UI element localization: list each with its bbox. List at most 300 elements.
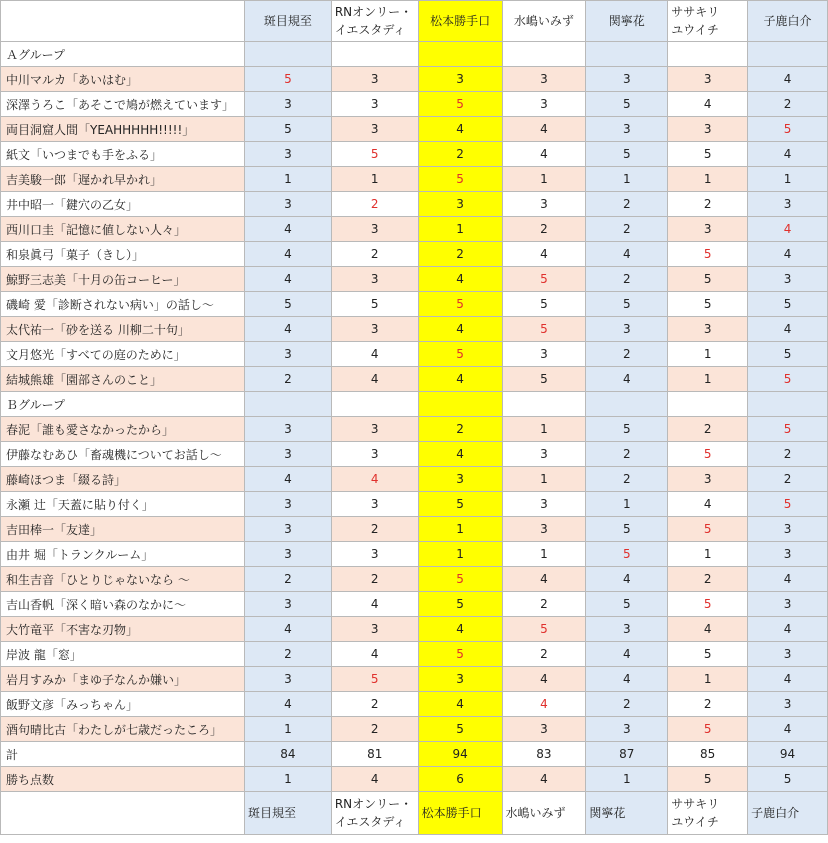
score-cell: 2: [331, 192, 418, 217]
score-cell: 3: [331, 542, 418, 567]
score-cell: 1: [502, 167, 586, 192]
work-row: [1, 592, 828, 617]
score-cell: 4: [418, 267, 502, 292]
score-cell: 3: [418, 192, 502, 217]
work-row: [1, 267, 828, 292]
score-cell: 1: [418, 217, 502, 242]
score-cell: 4: [668, 492, 748, 517]
score-cell: 2: [586, 442, 668, 467]
empty-cell: [586, 42, 668, 67]
score-cell: 3: [331, 217, 418, 242]
work-row: [1, 667, 828, 692]
score-cell: 2: [586, 217, 668, 242]
score-cell: 3: [331, 492, 418, 517]
score-cell: 4: [748, 317, 828, 342]
score-cell: 1: [502, 417, 586, 442]
judge-header: [748, 792, 828, 835]
score-cell: 3: [668, 217, 748, 242]
header-blank-cell: [1, 1, 245, 42]
work-title: 吉美駿一郎「遅かれ早かれ」: [1, 167, 245, 192]
score-cell: 5: [502, 267, 586, 292]
score-cell: 2: [586, 692, 668, 717]
work-title: 春泥「誰も愛さなかったから」: [1, 417, 245, 442]
score-cell: 5: [418, 92, 502, 117]
work-row: [1, 292, 828, 317]
work-title: 由井 堀「トランクルーム」: [1, 542, 245, 567]
empty-cell: [244, 42, 331, 67]
score-cell: 1: [668, 667, 748, 692]
score-cell: 3: [331, 267, 418, 292]
work-title: 鯨野三志美「十月の缶コーヒー」: [1, 267, 245, 292]
score-cell: 4: [331, 642, 418, 667]
score-cell: 5: [748, 417, 828, 442]
score-cell: 3: [331, 442, 418, 467]
score-cell: 2: [502, 592, 586, 617]
score-cell: 3: [244, 192, 331, 217]
judge-name-line: ユウイチ: [671, 815, 719, 829]
work-row: [1, 517, 828, 542]
score-cell: 3: [244, 142, 331, 167]
judge-name-line: ユウイチ: [671, 23, 719, 37]
score-cell: 3: [331, 67, 418, 92]
score-cell: 5: [668, 517, 748, 542]
score-cell: 3: [502, 717, 586, 742]
score-cell: 4: [586, 567, 668, 592]
score-cell: 3: [244, 517, 331, 542]
total-value: 87: [586, 742, 668, 767]
score-cell: 4: [586, 667, 668, 692]
score-cell: 5: [586, 517, 668, 542]
work-row: [1, 617, 828, 642]
score-cell: 2: [748, 442, 828, 467]
score-cell: 3: [331, 417, 418, 442]
score-cell: 5: [418, 717, 502, 742]
judge-name-line: 関寧花: [608, 14, 645, 28]
score-cell: 3: [668, 117, 748, 142]
work-title: 和生吉音「ひとりじゃないなら ～: [1, 567, 245, 592]
score-cell: 5: [418, 167, 502, 192]
score-cell: 3: [586, 717, 668, 742]
score-cell: 2: [502, 217, 586, 242]
score-cell: 5: [668, 642, 748, 667]
score-cell: 1: [668, 342, 748, 367]
work-row: [1, 217, 828, 242]
score-cell: 5: [244, 292, 331, 317]
judge-name-line: 子鹿白介: [763, 14, 812, 28]
score-cell: 3: [748, 542, 828, 567]
work-title: 両目洞窟人間「YEAHHHHH!!!!!」: [1, 117, 245, 142]
work-row: [1, 692, 828, 717]
score-cell: 4: [586, 242, 668, 267]
score-cell: 5: [586, 592, 668, 617]
empty-cell: [668, 42, 748, 67]
score-cell: 5: [748, 492, 828, 517]
score-cell: 5: [418, 567, 502, 592]
score-cell: 2: [244, 367, 331, 392]
score-cell: 3: [331, 92, 418, 117]
judge-name-line: 松本勝手口: [430, 14, 491, 28]
judge-name-line: イエスタディ: [334, 815, 406, 829]
work-row: [1, 142, 828, 167]
work-row: [1, 442, 828, 467]
score-cell: 4: [244, 217, 331, 242]
work-row: [1, 642, 828, 667]
work-row: [1, 492, 828, 517]
work-title: 大竹竜平「不害な刃物」: [1, 617, 245, 642]
score-cell: 4: [748, 242, 828, 267]
score-cell: 3: [331, 117, 418, 142]
score-cell: 1: [502, 542, 586, 567]
judge-header: [502, 1, 586, 42]
score-cell: 4: [331, 342, 418, 367]
score-cell: 2: [668, 192, 748, 217]
score-cell: 5: [331, 667, 418, 692]
score-cell: 5: [668, 442, 748, 467]
work-title: 中川マルカ「あいはむ」: [1, 67, 245, 92]
work-title: 岩月すみか「まゆ子なんか嫌い」: [1, 667, 245, 692]
score-cell: 1: [502, 467, 586, 492]
wins-row: [1, 767, 828, 792]
judge-header: [418, 1, 502, 42]
score-cell: 1: [586, 492, 668, 517]
score-cell: 3: [244, 542, 331, 567]
empty-cell: [668, 392, 748, 417]
total-value: 84: [244, 742, 331, 767]
score-cell: 4: [244, 467, 331, 492]
score-cell: 4: [748, 567, 828, 592]
score-cell: 2: [418, 242, 502, 267]
work-row: [1, 417, 828, 442]
score-cell: 3: [748, 192, 828, 217]
score-cell: 4: [331, 592, 418, 617]
score-cell: 5: [668, 242, 748, 267]
score-cell: 5: [586, 542, 668, 567]
score-cell: 1: [244, 167, 331, 192]
score-cell: 2: [668, 417, 748, 442]
score-cell: 2: [586, 467, 668, 492]
judge-header: [244, 1, 331, 42]
score-cell: 4: [418, 617, 502, 642]
judge-footer-row: [1, 792, 828, 835]
work-row: [1, 192, 828, 217]
score-cell: 4: [244, 267, 331, 292]
judge-name-line: 水嶋いみず: [513, 14, 574, 28]
work-title: 永瀬 辻「天蓋に貼り付く」: [1, 492, 245, 517]
work-title: 吉山香帆「深く暗い森のなかに～: [1, 592, 245, 617]
score-cell: 2: [668, 692, 748, 717]
score-cell: 4: [668, 92, 748, 117]
score-cell: 3: [748, 592, 828, 617]
judge-header: [668, 1, 748, 42]
group-label: Ｂグループ: [1, 392, 245, 417]
score-cell: 5: [502, 617, 586, 642]
score-cell: 4: [748, 67, 828, 92]
score-cell: 3: [244, 492, 331, 517]
work-row: [1, 242, 828, 267]
empty-cell: [748, 392, 828, 417]
work-title: 太代祐一「砂を送る 川柳二十句」: [1, 317, 245, 342]
work-title: 結城熊雄「園部さんのこと」: [1, 367, 245, 392]
wins-value: 1: [244, 767, 331, 792]
work-row: [1, 542, 828, 567]
score-cell: 2: [331, 517, 418, 542]
score-cell: 3: [244, 592, 331, 617]
score-cell: 1: [244, 717, 331, 742]
score-cell: 3: [502, 342, 586, 367]
score-cell: 3: [586, 117, 668, 142]
score-cell: 2: [586, 192, 668, 217]
score-cell: 2: [418, 142, 502, 167]
score-cell: 4: [418, 692, 502, 717]
work-row: [1, 467, 828, 492]
work-row: [1, 342, 828, 367]
work-title: 酒句晴比古「わたしが七歳だったころ」: [1, 717, 245, 742]
score-cell: 2: [668, 567, 748, 592]
score-cell: 3: [748, 517, 828, 542]
score-cell: 5: [668, 592, 748, 617]
score-cell: 1: [586, 167, 668, 192]
score-cell: 1: [748, 167, 828, 192]
total-value: 85: [668, 742, 748, 767]
score-cell: 3: [244, 92, 331, 117]
score-cell: 2: [331, 692, 418, 717]
judge-header: [502, 792, 586, 835]
empty-cell: [748, 42, 828, 67]
score-cell: 1: [668, 167, 748, 192]
score-cell: 4: [502, 242, 586, 267]
score-cell: 3: [244, 342, 331, 367]
score-cell: 1: [418, 517, 502, 542]
score-cell: 2: [331, 717, 418, 742]
score-cell: 3: [331, 317, 418, 342]
work-title: 伊藤なむあひ「畜魂機についてお話し～: [1, 442, 245, 467]
score-cell: 4: [502, 117, 586, 142]
score-cell: 5: [748, 367, 828, 392]
score-cell: 5: [586, 292, 668, 317]
group-label-row: [1, 42, 828, 67]
score-cell: 5: [668, 142, 748, 167]
score-cell: 3: [418, 667, 502, 692]
wins-value: 1: [586, 767, 668, 792]
total-row: [1, 742, 828, 767]
total-value: 94: [748, 742, 828, 767]
judge-name-line: 松本勝手口: [421, 806, 482, 820]
score-cell: 5: [748, 342, 828, 367]
score-cell: 3: [586, 317, 668, 342]
score-cell: 4: [331, 467, 418, 492]
score-cell: 4: [244, 317, 331, 342]
judge-name-line: RNオンリー・: [334, 797, 413, 811]
score-cell: 5: [244, 117, 331, 142]
score-cell: 4: [586, 642, 668, 667]
work-title: 磯崎 愛「診断されない病い」の話し～: [1, 292, 245, 317]
score-cell: 2: [502, 642, 586, 667]
score-cell: 3: [331, 617, 418, 642]
judge-name-line: 水嶋いみず: [505, 806, 566, 820]
work-title: 藤崎ほつま「綴る詩」: [1, 467, 245, 492]
score-cell: 3: [668, 67, 748, 92]
score-cell: 3: [502, 192, 586, 217]
judge-name-line: ササキリ: [671, 797, 720, 811]
total-value: 81: [331, 742, 418, 767]
score-cell: 5: [748, 117, 828, 142]
score-cell: 1: [668, 542, 748, 567]
work-row: [1, 167, 828, 192]
score-cell: 3: [502, 92, 586, 117]
empty-cell: [418, 42, 502, 67]
judge-header: [586, 792, 668, 835]
judge-header: [331, 1, 418, 42]
score-cell: 5: [586, 417, 668, 442]
score-cell: 2: [586, 342, 668, 367]
wins-label: 勝ち点数: [1, 767, 245, 792]
judge-header: [418, 792, 502, 835]
score-cell: 3: [748, 692, 828, 717]
work-title: 深澤うろこ「あそこで鳩が燃えています」: [1, 92, 245, 117]
judge-name-line: 斑目規至: [247, 806, 296, 820]
empty-cell: [331, 392, 418, 417]
score-cell: 5: [502, 367, 586, 392]
score-cell: 3: [244, 667, 331, 692]
judge-header-row: [1, 1, 828, 42]
total-label: 計: [1, 742, 245, 767]
score-cell: 3: [418, 467, 502, 492]
work-title: 吉田棒一「友達」: [1, 517, 245, 542]
score-cell: 4: [244, 617, 331, 642]
work-title: 飯野文彦「みっちゃん」: [1, 692, 245, 717]
work-title: 岸波 龍「窓」: [1, 642, 245, 667]
total-value: 83: [502, 742, 586, 767]
score-cell: 5: [668, 717, 748, 742]
work-row: [1, 67, 828, 92]
score-cell: 2: [331, 567, 418, 592]
score-cell: 4: [748, 217, 828, 242]
score-cell: 4: [748, 142, 828, 167]
score-cell: 4: [418, 117, 502, 142]
score-cell: 5: [668, 292, 748, 317]
score-cell: 3: [668, 317, 748, 342]
score-cell: 5: [502, 292, 586, 317]
score-cell: 3: [586, 617, 668, 642]
score-cell: 3: [502, 442, 586, 467]
score-cell: 3: [586, 67, 668, 92]
score-cell: 5: [418, 642, 502, 667]
empty-cell: [502, 42, 586, 67]
score-cell: 5: [244, 67, 331, 92]
work-row: [1, 317, 828, 342]
judge-header: [668, 792, 748, 835]
score-cell: 4: [502, 142, 586, 167]
score-cell: 2: [586, 267, 668, 292]
empty-cell: [418, 392, 502, 417]
work-title: 文月悠光「すべての庭のために」: [1, 342, 245, 367]
wins-value: 5: [748, 767, 828, 792]
score-cell: 4: [418, 317, 502, 342]
judge-header: [331, 792, 418, 835]
score-cell: 2: [418, 417, 502, 442]
score-cell: 5: [748, 292, 828, 317]
score-cell: 2: [244, 642, 331, 667]
work-title: 和泉眞弓「菓子（きし）」: [1, 242, 245, 267]
group-label: Ａグループ: [1, 42, 245, 67]
judge-name-line: イエスタディ: [334, 23, 406, 37]
score-cell: 4: [244, 692, 331, 717]
score-cell: 5: [331, 142, 418, 167]
wins-value: 5: [668, 767, 748, 792]
judge-name-line: RNオンリー・: [334, 5, 413, 19]
score-cell: 3: [502, 67, 586, 92]
score-cell: 4: [502, 667, 586, 692]
group-label-row: [1, 392, 828, 417]
empty-cell: [244, 392, 331, 417]
score-cell: 3: [502, 492, 586, 517]
score-cell: 5: [418, 342, 502, 367]
score-cell: 3: [668, 467, 748, 492]
score-cell: 5: [331, 292, 418, 317]
score-cell: 2: [748, 92, 828, 117]
judge-name-line: ササキリ: [671, 5, 720, 19]
score-cell: 4: [586, 367, 668, 392]
score-cell: 4: [748, 717, 828, 742]
score-cell: 4: [748, 617, 828, 642]
score-cell: 3: [244, 417, 331, 442]
judge-name-line: 関寧花: [589, 806, 626, 820]
wins-value: 4: [502, 767, 586, 792]
score-cell: 5: [418, 292, 502, 317]
score-cell: 4: [502, 692, 586, 717]
total-value: 94: [418, 742, 502, 767]
work-title: 西川口圭「記憶に値しない人々」: [1, 217, 245, 242]
empty-cell: [502, 392, 586, 417]
score-cell: 4: [244, 242, 331, 267]
judge-header: [244, 792, 331, 835]
score-cell: 1: [331, 167, 418, 192]
score-cell: 5: [418, 592, 502, 617]
score-cell: 3: [748, 267, 828, 292]
score-cell: 5: [502, 317, 586, 342]
score-cell: 2: [331, 242, 418, 267]
score-cell: 2: [244, 567, 331, 592]
score-cell: 4: [418, 442, 502, 467]
score-cell: 3: [244, 442, 331, 467]
work-row: [1, 92, 828, 117]
score-cell: 5: [668, 267, 748, 292]
judge-header: [586, 1, 668, 42]
score-cell: 1: [668, 367, 748, 392]
work-row: [1, 717, 828, 742]
empty-cell: [331, 42, 418, 67]
score-cell: 2: [748, 467, 828, 492]
score-cell: 4: [502, 567, 586, 592]
work-title: 井中昭一「鍵穴の乙女」: [1, 192, 245, 217]
work-title: 紙文「いつまでも手をふる」: [1, 142, 245, 167]
score-cell: 3: [748, 642, 828, 667]
score-cell: 3: [418, 67, 502, 92]
score-cell: 3: [502, 517, 586, 542]
judge-name-line: 斑目規至: [263, 14, 312, 28]
score-cell: 5: [586, 142, 668, 167]
score-cell: 5: [586, 92, 668, 117]
score-cell: 4: [418, 367, 502, 392]
score-cell: 4: [748, 667, 828, 692]
score-cell: 1: [418, 542, 502, 567]
score-cell: 4: [668, 617, 748, 642]
wins-value: 6: [418, 767, 502, 792]
judge-name-line: 子鹿白介: [751, 806, 800, 820]
empty-cell: [586, 392, 668, 417]
wins-value: 4: [331, 767, 418, 792]
score-cell: 5: [418, 492, 502, 517]
